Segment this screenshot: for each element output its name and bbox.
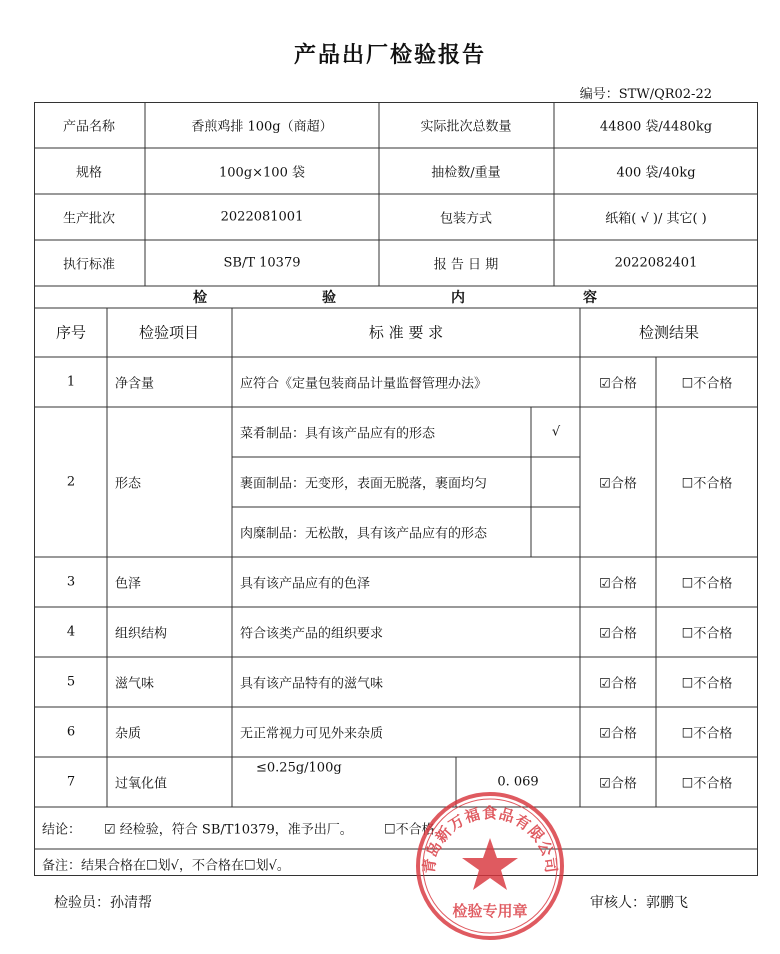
form-requirement-dish: 菜肴制品：具有该产品应有的形态 <box>240 426 436 442</box>
reviewer-signature: 审核人：郭鹏飞 <box>590 895 688 911</box>
report-date-label: 报 告 日 期 <box>433 257 499 273</box>
row-requirement: ≤0.25g/100g <box>256 760 342 776</box>
batch-label: 生产批次 <box>62 211 116 227</box>
company-stamp <box>414 790 566 942</box>
row-requirement: 符合该类产品的组织要求 <box>240 626 384 642</box>
standard-label: 执行标准 <box>62 257 116 273</box>
fail-checkbox: ☐不合格 <box>681 626 733 642</box>
section-title-char: 内 <box>451 290 465 306</box>
form-requirement-coated: 裹面制品：无变形，表面无脱落，裹面均匀 <box>240 476 488 492</box>
row-number: 6 <box>66 724 76 740</box>
batch-total-value: 44800 袋/4480kg <box>599 119 713 135</box>
product-name-label: 产品名称 <box>62 119 116 135</box>
row-requirement: 无正常视力可见外来杂质 <box>240 726 384 742</box>
pass-checkbox: ☑合格 <box>599 726 637 742</box>
row-number: 1 <box>66 374 76 390</box>
sample-value: 400 袋/40kg <box>616 165 696 181</box>
row-item: 滋气味 <box>115 676 155 692</box>
column-header-result: 检测结果 <box>638 323 700 342</box>
spec-label: 规格 <box>75 165 103 181</box>
row-item: 过氧化值 <box>115 776 168 792</box>
fail-checkbox: ☐不合格 <box>681 676 733 692</box>
batch-value: 2022081001 <box>220 209 304 225</box>
document-number: 编号：STW/QR02-22 <box>579 87 712 102</box>
standard-value: SB/T 10379 <box>223 255 301 271</box>
fail-checkbox: ☐不合格 <box>681 726 733 742</box>
inspection-table <box>34 102 758 876</box>
report-date-value: 2022082401 <box>614 255 698 271</box>
product-name-value: 香煎鸡排 100g（商超） <box>191 119 333 135</box>
pass-checkbox: ☑合格 <box>599 676 637 692</box>
pass-checkbox: ☑合格 <box>599 626 637 642</box>
fail-checkbox: ☐不合格 <box>681 576 733 592</box>
column-header-no: 序号 <box>55 323 87 342</box>
row-item: 净含量 <box>115 376 155 392</box>
batch-total-label: 实际批次总数量 <box>420 119 512 135</box>
fail-checkbox: ☐不合格 <box>681 776 733 792</box>
inspector-signature: 检验员：孙清帮 <box>54 895 152 911</box>
fail-checkbox: ☐不合格 <box>681 376 733 392</box>
spec-value: 100g×100 袋 <box>219 165 305 181</box>
row-requirement: 具有该产品特有的滋气味 <box>240 676 384 692</box>
row-item: 形态 <box>115 476 142 492</box>
row-number: 3 <box>66 574 76 590</box>
form-check-mark: √ <box>551 424 561 440</box>
row-item: 组织结构 <box>115 626 168 642</box>
sample-label: 抽检数/重量 <box>431 165 501 181</box>
pass-checkbox: ☑合格 <box>599 776 637 792</box>
fail-checkbox: ☐不合格 <box>681 476 733 492</box>
row-item: 色泽 <box>115 576 142 592</box>
row-number: 7 <box>66 774 76 790</box>
row-item: 杂质 <box>115 726 142 742</box>
section-title-char: 容 <box>583 290 597 306</box>
packaging-label: 包装方式 <box>439 211 493 227</box>
conclusion-pass: ☑ 经检验，符合 SB/T10379，准予出厂。 <box>104 822 353 838</box>
section-title-char: 验 <box>322 290 336 306</box>
form-requirement-minced: 肉糜制品：无松散，具有该产品应有的形态 <box>240 526 488 542</box>
column-header-requirement: 标 准 要 求 <box>368 323 444 342</box>
pass-checkbox: ☑合格 <box>599 476 637 492</box>
measured-value: 0. 069 <box>497 774 539 790</box>
conclusion-label: 结论： <box>42 822 82 838</box>
row-number: 5 <box>66 674 76 690</box>
row-requirement: 具有该产品应有的色泽 <box>240 576 371 592</box>
row-number: 2 <box>66 474 76 490</box>
pass-checkbox: ☑合格 <box>599 576 637 592</box>
remark: 备注：结果合格在☐划√，不合格在☐划√。 <box>42 858 290 874</box>
row-requirement: 应符合《定量包装商品计量监督管理办法》 <box>240 376 488 392</box>
section-title-char: 检 <box>193 290 207 306</box>
page-title: 产品出厂检验报告 <box>293 43 486 68</box>
row-number: 4 <box>66 624 76 640</box>
column-header-item: 检验项目 <box>138 323 200 342</box>
svg-text:青岛新万福食品有限公司: 青岛新万福食品有限公司 <box>419 804 561 875</box>
svg-text:检验专用章: 检验专用章 <box>452 902 528 920</box>
pass-checkbox: ☑合格 <box>599 376 637 392</box>
packaging-value: 纸箱( √ )/ 其它( ) <box>605 211 707 227</box>
conclusion-fail: ☐不合格 <box>384 822 435 838</box>
